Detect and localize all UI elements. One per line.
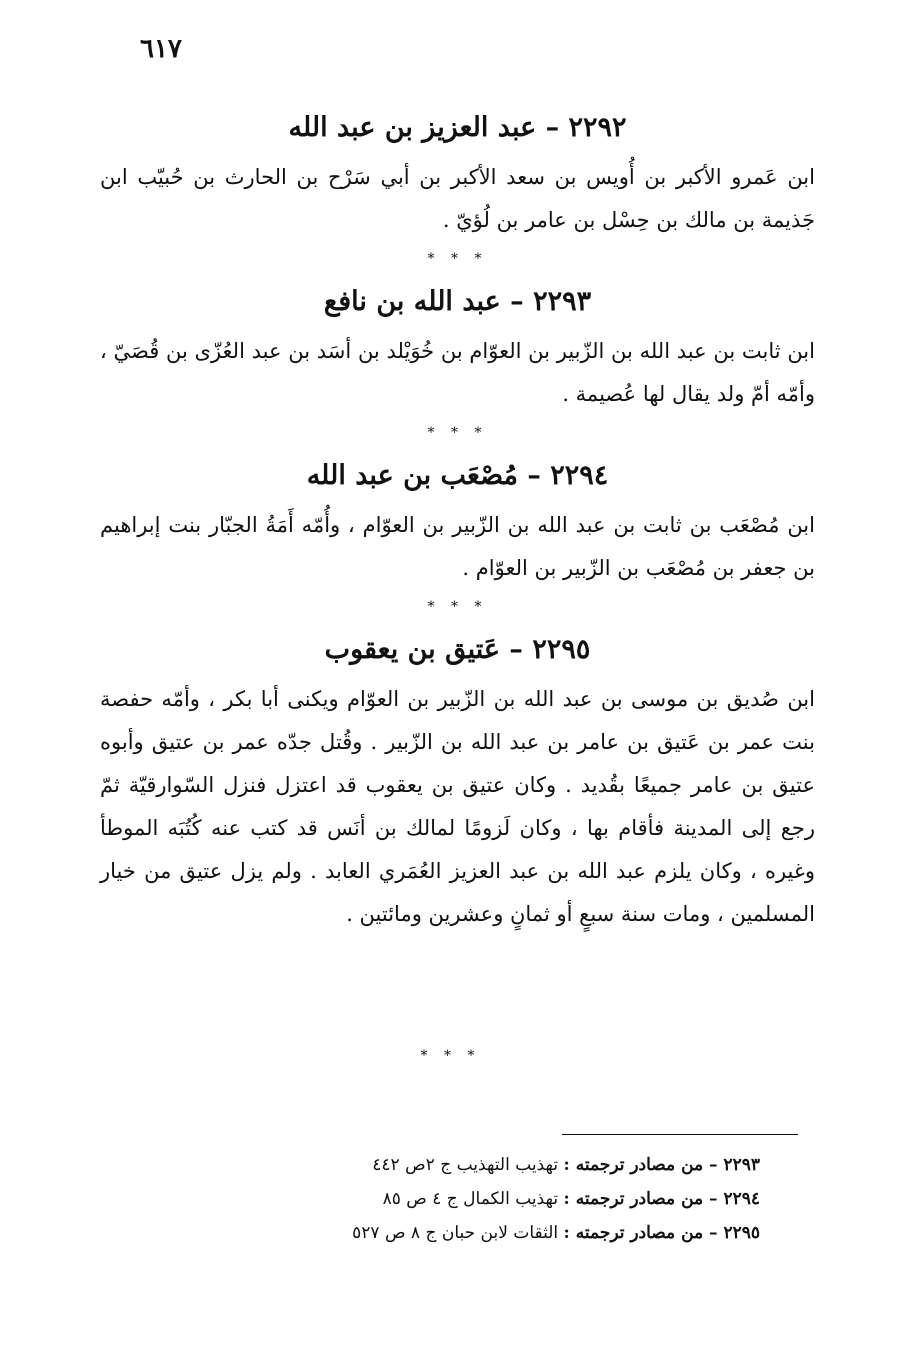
footnote-label: ٢٢٩٤ – من مصادر ترجمته : [563, 1189, 760, 1209]
footnote [200, 1216, 760, 1250]
separator-stars: * * * [420, 1048, 481, 1064]
entry-body: ابن صُديق بن موسى بن عبد الله بن الزّبير بن العوّام ويكنى أبا بكر ، وأمّه حفصة بنت عمر بن عَتيق بن عامر بن عبد الله بن الزّبير . وقُتل جدّه عمر بن عتيق وأبوه عتيق بن عامر جميعًا بقُديد . وكان عتيق بن يعقوب قد اعتزل فنزل السّوارقيّة ثمّ رجع إلى المدينة فأقام بها ، وكان لَزومًا لمالك بن أنَس قد كتب عنه كُتُبَه الموطأ وغيره ، وكان يلزم عبد الله بن عبد العزيز العُمَري العابد . ولم يزل عتيق من خيار المسلمين ، ومات سنة سبعٍ أو ثمانٍ وعشرين ومائتين . [100, 687, 815, 926]
page-number: ٦١٧ [140, 34, 182, 64]
footnotes [200, 1148, 760, 1250]
footnote-label: ٢٢٩٣ – من مصادر ترجمته : [563, 1155, 760, 1175]
page-content [100, 108, 815, 936]
footnote [200, 1182, 760, 1216]
separator-stars: * * * [427, 425, 488, 441]
entry-title: ٢٢٩٣ – عبد الله بن نافع [323, 286, 592, 317]
footnote [200, 1148, 760, 1182]
entry-2292 [100, 108, 815, 242]
separator-stars: * * * [427, 599, 488, 615]
footnote-divider [562, 1134, 798, 1135]
entry-title: ٢٢٩٢ – عبد العزيز بن عبد الله [288, 112, 627, 143]
separator-stars: * * * [427, 251, 488, 267]
footnote-text: تهذيب الكمال ج ٤ ص ٨٥ [382, 1189, 559, 1209]
footnote-label: ٢٢٩٥ – من مصادر ترجمته : [563, 1223, 760, 1243]
entry-2293 [100, 282, 815, 416]
entry-title: ٢٢٩٤ – مُصْعَب بن عبد الله [306, 460, 609, 491]
entry-2295 [100, 630, 815, 936]
footnote-text: الثقات لابن حبان ج ٨ ص ٥٢٧ [352, 1223, 559, 1243]
entry-title: ٢٢٩٥ – عَتيق بن يعقوب [324, 634, 591, 665]
entry-body: ابن ثابت بن عبد الله بن الزّبير بن العوّام بن خُوَيْلد بن أسَد بن عبد العُزّى بن قُصَيّ ، وأمّه أمّ ولد يقال لها عُصيمة . [100, 339, 815, 406]
entry-2294 [100, 456, 815, 590]
footnote-text: تهذيب التهذيب ج ٢ص ٤٤٢ [372, 1155, 559, 1175]
entry-body: ابن عَمرو الأكبر بن أُويس بن سعد الأكبر بن أبي سَرْح بن الحارث بن حُبيّب ابن جَذيمة بن مالك بن حِسْل بن عامر بن لُؤيّ . [100, 165, 815, 232]
entry-body: ابن مُصْعَب بن ثابت بن عبد الله بن الزّبير بن العوّام ، وأُمّه أَمَةُ الجبّار بنت إبراهيم بن جعفر بن مُصْعَب بن الزّبير بن العوّام . [100, 513, 815, 580]
